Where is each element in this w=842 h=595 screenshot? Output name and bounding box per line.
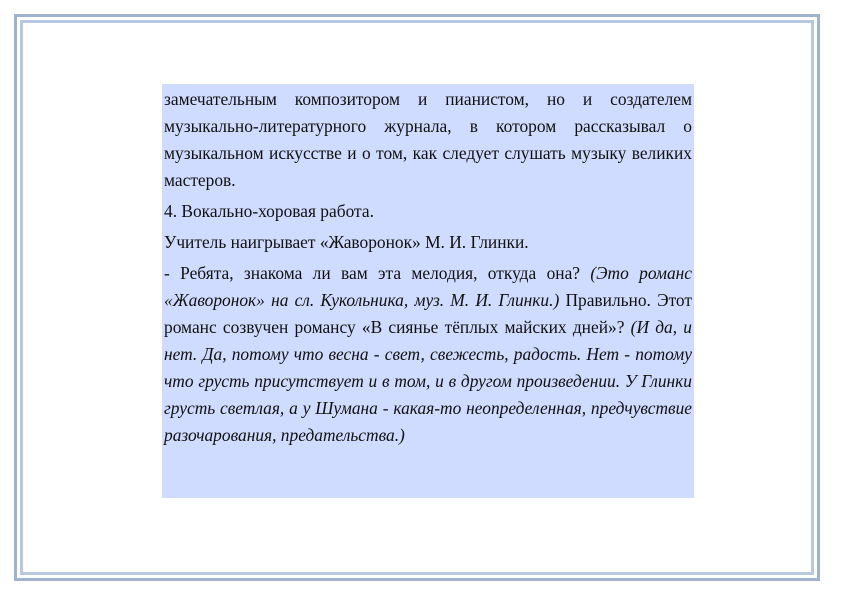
- dialogue-answer-1: (Это романс «Жаворонок» на сл. Кукольника, муз. М. И. Глинки.): [164, 263, 692, 310]
- paragraph-teacher-plays: Учитель наигрывает «Жаворонок» М. И. Глинки.: [164, 232, 529, 252]
- paragraph-composer: замечательным композитором и пианистом, но и создателем музыкально-литературного журнала, в котором рассказывал о музыкальном искусстве и о том, как следует слушать музыку великих мастеров.: [164, 89, 692, 190]
- dialogue-answer-2: (И да, и нет. Да, потому что весна - свет, свежесть, радость. Нет - потому что грусть присутствует и в том, и в другом произведении. У Глинки грусть светлая, а у Шумана - какая-то неопределенная, предчувствие разочарования, предательства.): [164, 317, 692, 445]
- paragraph-dialogue: [164, 260, 692, 449]
- dialogue-question: - Ребята, знакома ли вам эта мелодия, откуда она?: [164, 263, 591, 283]
- text-block: [162, 84, 694, 498]
- dialogue-comment: Правильно. Этот романс созвучен романсу «В сиянье тёплых майских дней»?: [164, 290, 693, 337]
- paragraph-section-heading: 4. Вокально-хоровая работа.: [164, 201, 374, 221]
